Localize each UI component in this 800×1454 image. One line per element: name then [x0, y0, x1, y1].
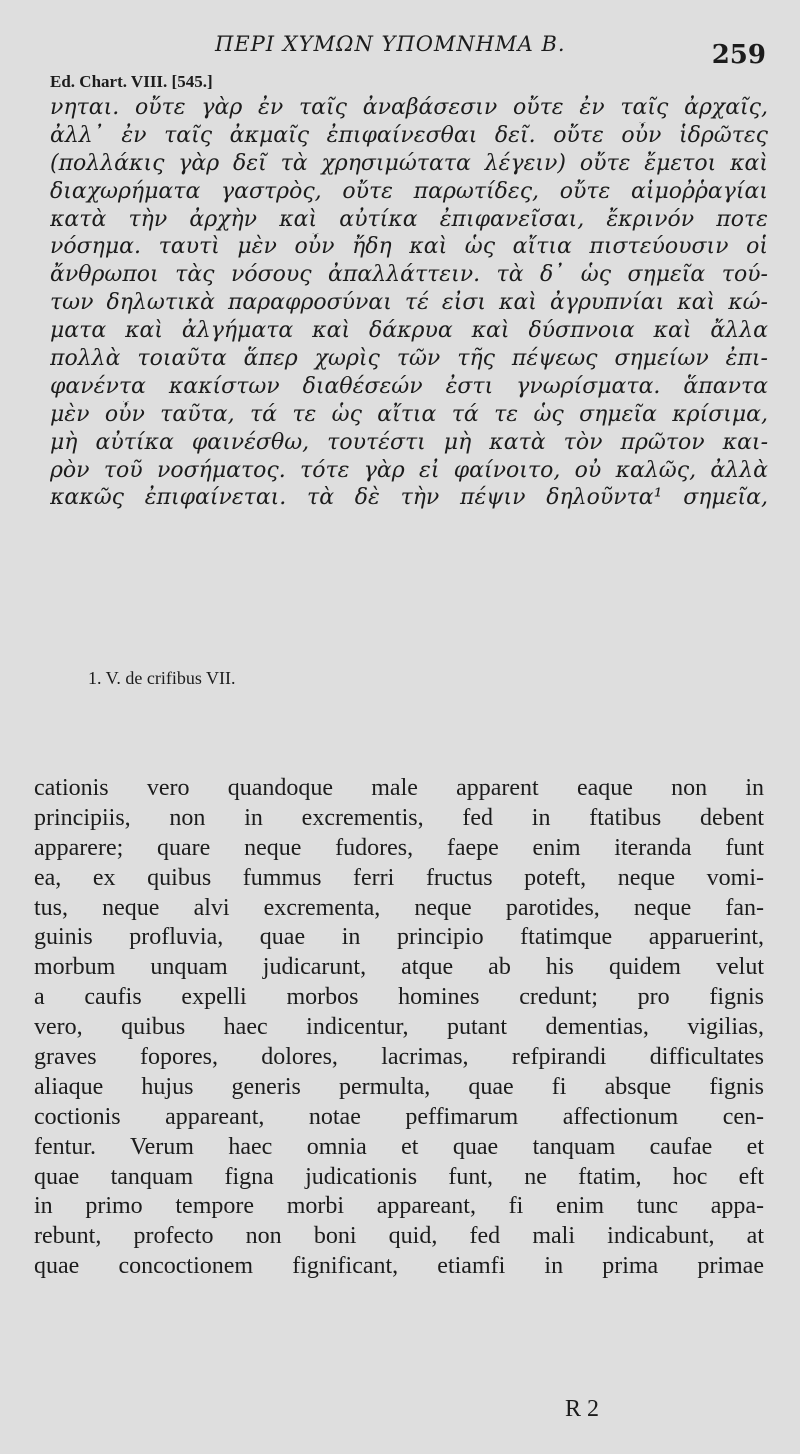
latin-line: quae concoctionem fignificant, etiamfi in prima primae	[34, 1253, 764, 1280]
latin-line: vero, quibus haec indicentur, putant dementias, vigilias,	[34, 1014, 764, 1041]
latin-line: in primo tempore morbi appareant, fi enim tunc appa-	[34, 1193, 764, 1220]
greek-line: διαχωρήματα γαστρὸς, οὔτε παρωτίδες, οὔτε αἱμοῤῥαγίαι	[50, 178, 768, 204]
latin-line: graves fopores, dolores, lacrimas, refpirandi difficultates	[34, 1044, 764, 1071]
latin-line: cationis vero quandoque male apparent eaque non in	[34, 775, 764, 801]
greek-line: μὴ αὐτίκα φαινέσθω, τουτέστι μὴ κατὰ τὸν πρῶτον και-	[50, 429, 768, 455]
latin-line: fentur. Verum haec omnia et quae tanquam caufae et	[34, 1133, 764, 1160]
greek-line: νόσημα. ταυτὶ μὲν οὖν ἤδη καὶ ὡς αἴτια πιστεύουσιν οἱ	[50, 234, 768, 260]
latin-text	[34, 774, 764, 1282]
latin-line: a caufis expelli morbos homines credunt; pro fignis	[34, 984, 764, 1011]
signature-mark: R 2	[565, 1396, 600, 1422]
running-title: ΠΕΡΙ ΧΥΜΩΝ ΥΠΟΜΝΗΜΑ Β.	[215, 32, 566, 56]
greek-line: κατὰ τὴν ἀρχὴν καὶ αὐτίκα ἐπιφανεῖσαι, ἔκρινόν ποτε	[50, 206, 768, 232]
latin-line: quae tanquam figna judicationis funt, ne ftatim, hoc eft	[34, 1163, 764, 1190]
greek-line: ἀλλ᾽ ἐν ταῖς ἀκμαῖς ἐπιφαίνεσθαι δεῖ. οὔτε οὖν ἱδρῶτες	[50, 122, 768, 148]
latin-line: guinis profluvia, quae in principio ftatimque apparuerint,	[34, 924, 764, 951]
greek-line: ρὸν τοῦ νοσήματος. τότε γὰρ εἰ φαίνοιτο, οὐ καλῶς, ἀλλὰ	[50, 457, 768, 483]
greek-line: πολλὰ τοιαῦτα ἅπερ χωρὶς τῶν τῆς πέψεως σημείων ἐπι-	[50, 346, 768, 372]
edition-reference: Ed. Chart. VIII. [545.]	[50, 72, 213, 91]
latin-line: rebunt, profecto non boni quid, fed mali indicabunt, at	[34, 1223, 764, 1250]
greek-line: ματα καὶ ἀλγήματα καὶ δάκρυα καὶ δύσπνοια καὶ ἄλλα	[50, 318, 768, 344]
latin-line: ea, ex quibus fummus ferri fructus poteft, neque vomi-	[34, 864, 764, 891]
greek-text	[50, 94, 768, 512]
greek-line: νηται. οὔτε γὰρ ἐν ταῖς ἀναβάσεσιν οὔτε ἐν ταῖς ἀρχαῖς,	[50, 95, 768, 120]
greek-line: φανέντα κακίστων διαθέσεών ἐστι γνωρίσματα. ἅπαντα	[50, 373, 768, 399]
greek-line: ἄνθρωποι τὰς νόσους ἀπαλλάττειν. τὰ δ᾽ ὡς σημεῖα τού-	[50, 262, 768, 288]
latin-line: coctionis appareant, notae peffimarum affectionum cen-	[34, 1103, 764, 1130]
latin-line: aliaque hujus generis permulta, quae fi absque fignis	[34, 1073, 764, 1100]
footnote: 1. V. de crifibus VII.	[88, 668, 236, 688]
page-header	[0, 28, 800, 68]
latin-line: apparere; quare neque fudores, faepe enim iteranda funt	[34, 834, 764, 861]
latin-line: tus, neque alvi excrementa, neque parotides, neque fan-	[34, 894, 764, 921]
latin-line: morbum unquam judicarunt, atque ab his quidem velut	[34, 954, 764, 981]
greek-line: κακῶς ἐπιφαίνεται. τὰ δὲ τὴν πέψιν δηλοῦντα¹ σημεῖα,	[50, 485, 768, 511]
latin-line: principiis, non in excrementis, fed in ftatibus debent	[34, 804, 764, 831]
greek-line: (πολλάκις γὰρ δεῖ τὰ χρησιμώτατα λέγειν) οὔτε ἔμετοι καὶ	[50, 150, 768, 176]
page-number: 259	[711, 40, 766, 70]
greek-line: μὲν οὖν ταῦτα, τά τε ὡς αἴτια τά τε ὡς σημεῖα κρίσιμα,	[50, 401, 768, 427]
greek-line: των δηλωτικὰ παραφροσύναι τέ εἰσι καὶ ἀγρυπνίαι καὶ κώ-	[50, 290, 768, 316]
